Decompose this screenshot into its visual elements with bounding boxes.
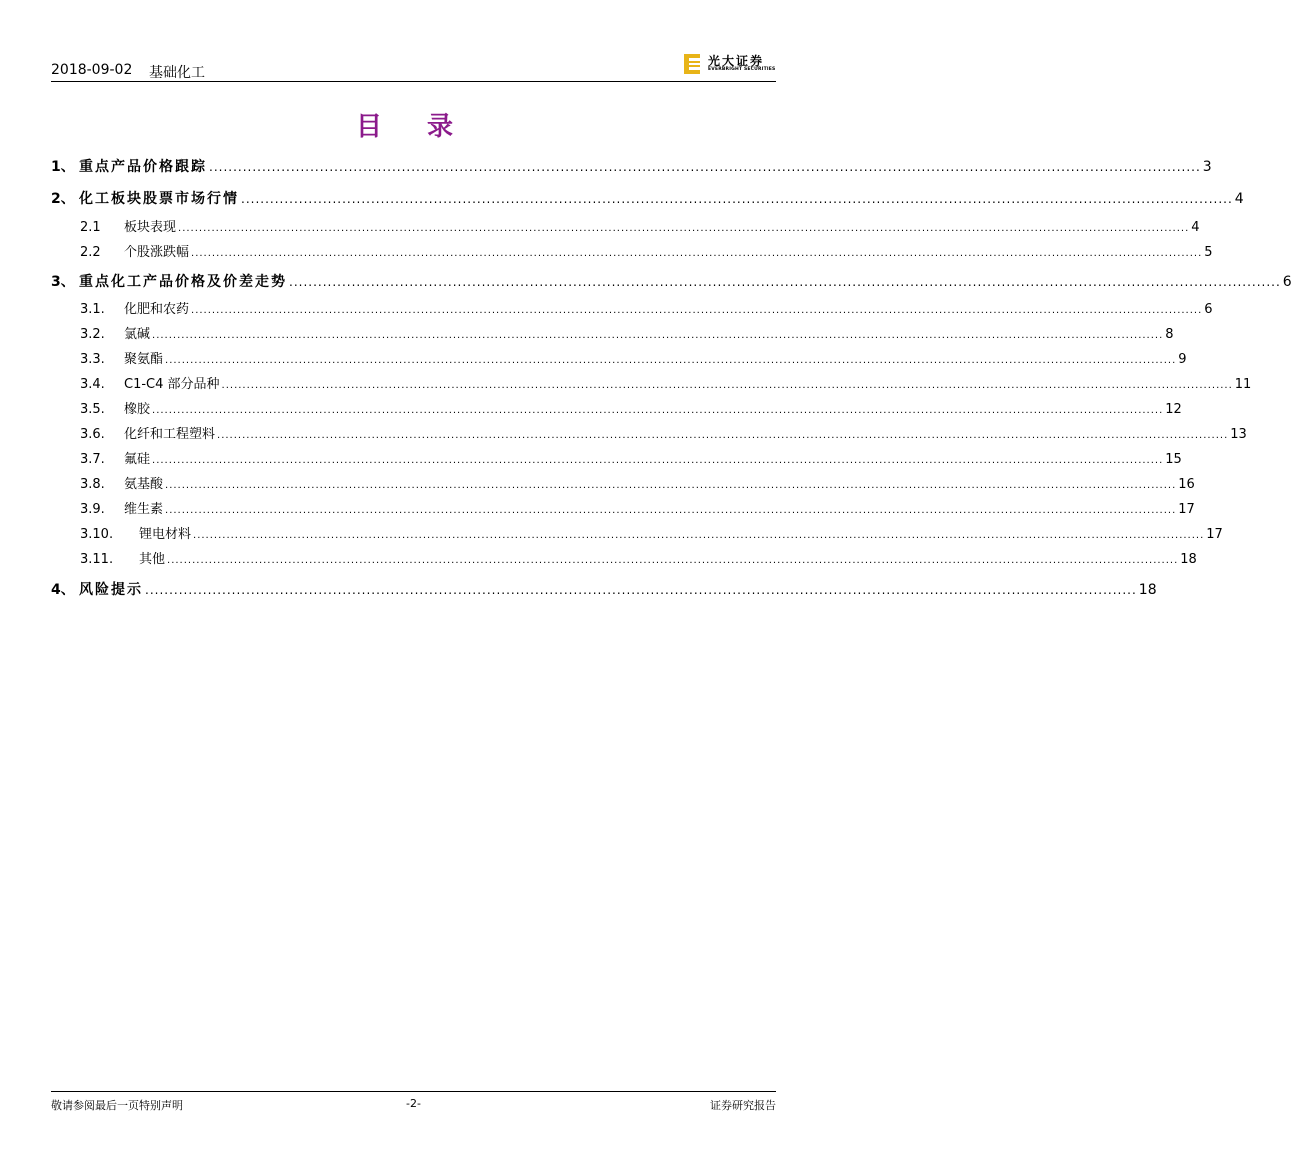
toc-entry-page: 15 <box>1165 452 1182 467</box>
toc-entry-number: 3.5. <box>80 402 105 417</box>
toc-entry-label: 锂电材料 <box>139 527 192 542</box>
toc-entry-label: 化工板块股票市场行情 <box>79 191 239 207</box>
toc-leader-dots: .................................................................................................................................................................................................................................................. <box>165 355 1177 366</box>
toc-entry-3-6[interactable] <box>80 423 1247 442</box>
toc-entry-page: 5 <box>1204 245 1213 260</box>
toc-leader-dots: .................................................................................................................................................................................................................................................. <box>193 530 1205 541</box>
toc-entry-1[interactable] <box>51 156 1212 176</box>
everbright-logo <box>684 52 776 78</box>
toc-leader-dots: .................................................................................................................................................................................................................................................. <box>178 223 1190 234</box>
everbright-logo-icon <box>684 54 700 74</box>
page-footer <box>51 1097 776 1117</box>
toc-entry-label: 重点产品价格跟踪 <box>79 159 207 175</box>
toc-entry-number: 2.2 <box>80 245 101 260</box>
logo-text-en: EVERBRIGHT SECURITIES <box>708 67 776 72</box>
toc-entry-3-4[interactable] <box>80 373 1252 392</box>
toc-entry-page: 9 <box>1178 352 1187 367</box>
toc-leader-dots: .................................................................................................................................................................................................................................................. <box>221 380 1233 391</box>
toc-entry-label: 橡胶 <box>124 402 151 417</box>
logo-text-cn: 光大证券 <box>708 54 765 68</box>
toc-entry-label: 化纤和工程塑料 <box>124 427 216 442</box>
toc-leader-dots: .............................................................................................................................................................................................................. <box>209 160 1201 174</box>
industry-label: 基础化工 <box>149 65 205 81</box>
toc-entry-label: 重点化工产品价格及价差走势 <box>79 274 287 290</box>
toc-entry-page: 16 <box>1178 477 1195 492</box>
toc-entry-number: 3.1. <box>80 302 105 317</box>
toc-entry-page: 4 <box>1191 220 1200 235</box>
toc-leader-dots: .................................................................................................................................................................................................................................................. <box>152 405 1164 416</box>
footer-divider <box>51 1091 776 1092</box>
footer-disclaimer: 敬请参阅最后一页特别声明 <box>51 1099 183 1112</box>
toc-entry-page: 11 <box>1234 377 1252 392</box>
toc-entry-2[interactable] <box>51 188 1244 208</box>
toc-entry-3-11[interactable] <box>80 548 1197 567</box>
toc-entry-page: 4 <box>1234 191 1244 207</box>
toc-entry-number: 3.2. <box>80 327 105 342</box>
toc-entry-number: 3.7. <box>80 452 105 467</box>
toc-entry-3[interactable] <box>51 271 1292 291</box>
toc-title: 目 录 <box>355 112 472 142</box>
toc-entry-page: 3 <box>1202 159 1212 175</box>
toc-entry-number: 3.8. <box>80 477 105 492</box>
toc-entry-number: 3、 <box>51 274 75 290</box>
toc-entry-number: 3.6. <box>80 427 105 442</box>
toc-entry-label: 板块表现 <box>124 220 177 235</box>
toc-entry-label: 个股涨跌幅 <box>124 245 190 260</box>
toc-entry-number: 3.9. <box>80 502 105 517</box>
toc-leader-dots: .................................................................................................................................................................................................................................................. <box>217 430 1229 441</box>
toc-leader-dots: .............................................................................................................................................................................................................. <box>145 583 1137 597</box>
toc-entry-number: 4、 <box>51 582 75 598</box>
report-date: 2018-09-02 <box>51 62 133 78</box>
toc-entry-page: 8 <box>1165 327 1174 342</box>
toc-entry-label: C1-C4 部分品种 <box>124 377 220 392</box>
toc-entry-label: 氨基酸 <box>124 477 164 492</box>
toc-entry-3-5[interactable] <box>80 398 1182 417</box>
toc-entry-number: 3.4. <box>80 377 105 392</box>
toc-entry-page: 17 <box>1178 502 1195 517</box>
toc-entry-page: 18 <box>1180 552 1197 567</box>
toc-entry-2-1[interactable] <box>80 216 1200 235</box>
toc-leader-dots: .............................................................................................................................................................................................................. <box>289 275 1281 289</box>
toc-entry-page: 12 <box>1165 402 1182 417</box>
toc-entry-page: 13 <box>1230 427 1247 442</box>
toc-entry-3-2[interactable] <box>80 323 1174 342</box>
toc-entry-page: 6 <box>1282 274 1292 290</box>
toc-entry-page: 17 <box>1206 527 1223 542</box>
toc-leader-dots: .................................................................................................................................................................................................................................................. <box>152 330 1164 341</box>
toc-leader-dots: .................................................................................................................................................................................................................................................. <box>191 305 1203 316</box>
page-number: -2- <box>406 1097 421 1110</box>
toc-entry-4[interactable] <box>51 579 1157 599</box>
footer-report-type: 证券研究报告 <box>710 1099 776 1112</box>
toc-leader-dots: .................................................................................................................................................................................................................................................. <box>152 455 1164 466</box>
toc-entry-page: 6 <box>1204 302 1213 317</box>
header-divider <box>51 81 776 82</box>
toc-entry-3-7[interactable] <box>80 448 1182 467</box>
toc-entry-label: 维生素 <box>124 502 164 517</box>
toc-leader-dots: .................................................................................................................................................................................................................................................. <box>165 480 1177 491</box>
toc-entry-label: 氟硅 <box>124 452 151 467</box>
page-header <box>51 56 776 82</box>
toc-entry-number: 2.1 <box>80 220 101 235</box>
toc-entry-label: 其他 <box>139 552 166 567</box>
toc-entry-label: 化肥和农药 <box>124 302 190 317</box>
toc-entry-number: 3.3. <box>80 352 105 367</box>
toc-entry-3-10[interactable] <box>80 523 1223 542</box>
toc-entry-number: 3.11. <box>80 552 114 567</box>
toc-entry-2-2[interactable] <box>80 241 1213 260</box>
toc-entry-3-9[interactable] <box>80 498 1195 517</box>
toc-leader-dots: .............................................................................................................................................................................................................. <box>241 192 1233 206</box>
toc-entry-3-3[interactable] <box>80 348 1187 367</box>
toc-entry-label: 氯碱 <box>124 327 151 342</box>
toc-leader-dots: .................................................................................................................................................................................................................................................. <box>191 248 1203 259</box>
toc-entry-number: 1、 <box>51 159 75 175</box>
toc-entry-label: 风险提示 <box>79 582 143 598</box>
toc-entry-page: 18 <box>1138 582 1157 598</box>
toc-entry-label: 聚氨酯 <box>124 352 164 367</box>
toc-leader-dots: .................................................................................................................................................................................................................................................. <box>167 555 1179 566</box>
toc-leader-dots: .................................................................................................................................................................................................................................................. <box>165 505 1177 516</box>
toc-entry-3-1[interactable] <box>80 298 1213 317</box>
toc-entry-number: 3.10. <box>80 527 114 542</box>
toc-entry-number: 2、 <box>51 191 75 207</box>
toc-entry-3-8[interactable] <box>80 473 1195 492</box>
